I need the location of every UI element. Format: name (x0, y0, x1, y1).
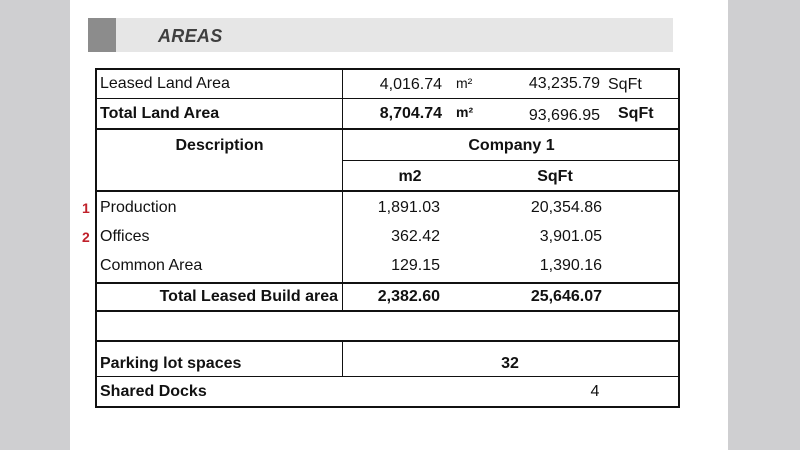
total-build-m2: 2,382.60 (377, 288, 440, 305)
divider (95, 190, 680, 192)
divider (342, 342, 343, 377)
divider (95, 376, 680, 377)
section-title: AREAS (158, 26, 223, 46)
row-sqft: 1,390.16 (539, 257, 602, 274)
leased-land-m2-unit: m² (456, 75, 473, 91)
row-marker: 2 (82, 229, 90, 245)
divider (342, 68, 343, 130)
document-page (70, 0, 728, 450)
areas-table (95, 130, 680, 312)
divider (95, 98, 680, 99)
header-accent-bar (88, 18, 116, 52)
row-m2: 362.42 (391, 228, 440, 245)
leased-land-label: Leased Land Area (100, 75, 230, 92)
divider (342, 160, 680, 161)
row-m2: 129.15 (391, 257, 440, 274)
leased-land-m2: 4,016.74 (379, 76, 442, 93)
company-header: Company 1 (468, 137, 555, 154)
leased-land-sqft: 43,235.79 (528, 75, 600, 92)
description-header: Description (175, 137, 264, 154)
parking-value: 32 (501, 355, 519, 372)
total-land-m2-unit: m² (456, 104, 474, 120)
docks-value: 4 (590, 383, 600, 400)
total-land-m2: 8,704.74 (379, 105, 442, 122)
total-build-label: Total Leased Build area (159, 288, 338, 305)
total-land-sqft: 93,696.95 (528, 107, 600, 124)
row-label: Production (100, 199, 177, 216)
parking-label: Parking lot spaces (100, 355, 242, 372)
total-land-sqft-unit: SqFt (618, 105, 654, 122)
divider (342, 130, 343, 312)
row-sqft: 20,354.86 (530, 199, 602, 216)
total-build-sqft: 25,646.07 (530, 288, 602, 305)
row-m2: 1,891.03 (377, 199, 440, 216)
divider (95, 282, 680, 284)
docks-label: Shared Docks (100, 383, 207, 400)
section-header (88, 18, 673, 52)
row-label: Common Area (100, 257, 203, 274)
row-marker: 1 (82, 200, 90, 216)
sqft-column-header: SqFt (537, 168, 573, 185)
total-land-label: Total Land Area (100, 105, 220, 122)
row-label: Offices (100, 228, 150, 245)
m2-column-header: m2 (398, 168, 422, 185)
row-sqft: 3,901.05 (539, 228, 602, 245)
leased-land-sqft-unit: SqFt (608, 76, 642, 93)
empty-row (95, 312, 680, 342)
